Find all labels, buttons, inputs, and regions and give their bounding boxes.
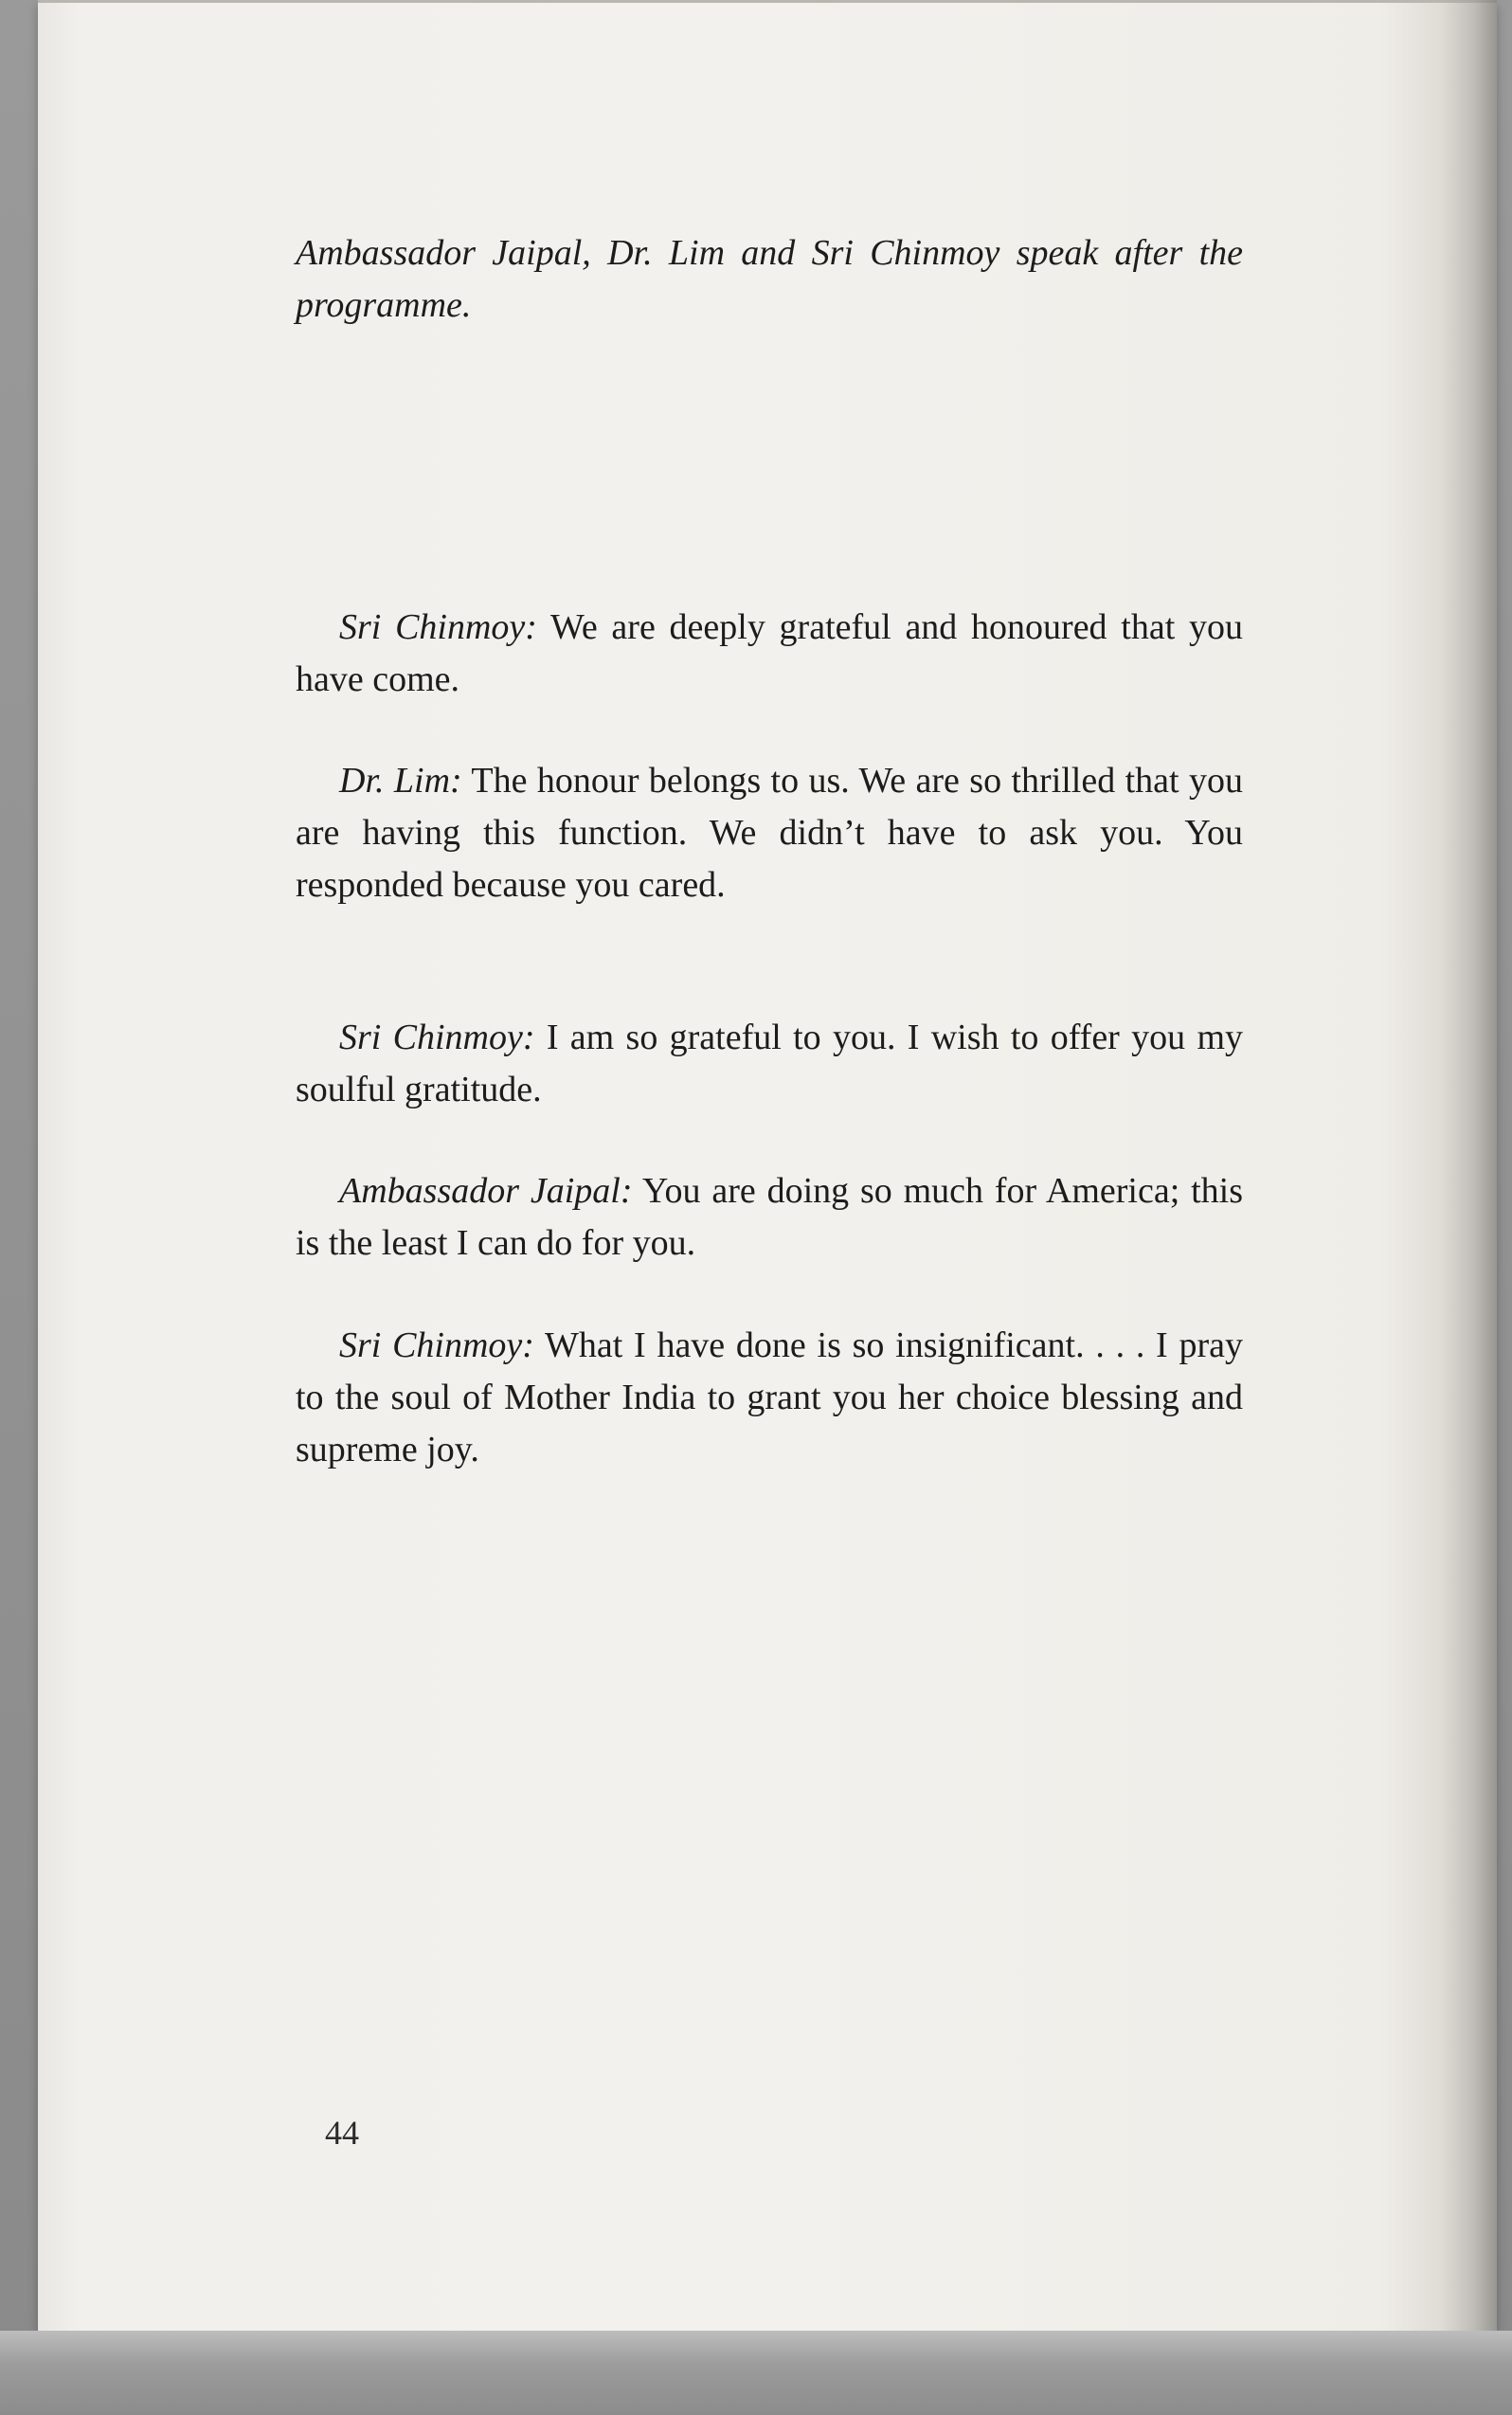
dialogue-text: We are deeply grateful and honoured that you have come. <box>296 607 1243 699</box>
dialogue-paragraph <box>296 602 1243 706</box>
dialogue-text: I am so grateful to you. I wish to offer you my soulful gratitude. <box>296 1018 1244 1109</box>
speaker-name: Dr. Lim: <box>339 761 462 801</box>
dialogue-text: What I have done is so insignificant. . . . I pray to the soul of Mother India to grant you her choice blessing and supreme joy. <box>296 1325 1243 1469</box>
speaker-name: Sri Chinmoy: <box>339 1018 535 1057</box>
page-number: 44 <box>325 2114 359 2152</box>
dialogue-text: You are doing so much for America; this is the least I can do for you. <box>296 1171 1243 1263</box>
dialogue-text: The honour belongs to us. We are so thrilled that you are having this function. We didn’t have to ask you. You responded because you cared. <box>296 761 1243 905</box>
dialogue-paragraph <box>296 755 1243 911</box>
dialogue-paragraph <box>296 1165 1243 1270</box>
page-top-edge <box>38 0 1497 3</box>
speaker-name: Sri Chinmoy: <box>339 1325 534 1365</box>
page-binding-shadow <box>1440 0 1497 2331</box>
dialogue-paragraph <box>296 1320 1243 1476</box>
dialogue-paragraph <box>296 1012 1243 1116</box>
speaker-name: Sri Chinmoy: <box>339 607 537 647</box>
photo-caption: Ambassador Jaipal, Dr. Lim and Sri Chinmoy speak after the programme. <box>296 233 1243 325</box>
scan-bottom-margin <box>0 2331 1512 2415</box>
speaker-name: Ambassador Jaipal: <box>339 1171 633 1211</box>
